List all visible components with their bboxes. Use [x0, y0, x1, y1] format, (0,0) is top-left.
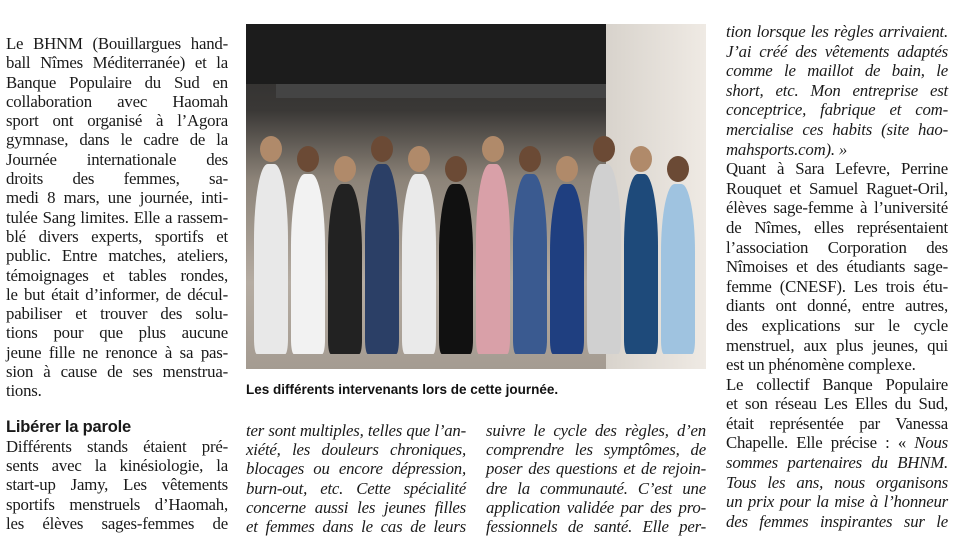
text-line: start-up Jamy, Les vêtements	[6, 475, 228, 495]
text-line: xiété, les douleurs chroniques,	[246, 440, 466, 460]
article-column-4	[726, 22, 948, 531]
text-line: ter sont multiples, telles que l’an-	[246, 421, 466, 440]
text-line: femme (CNESF). Les trois étu-	[726, 276, 948, 296]
photo-caption: Les différents intervenants lors de cette journée.	[246, 382, 559, 397]
person-head	[334, 156, 356, 182]
headline-fragment	[0, 0, 958, 6]
text-line: sommes partenaires du BHNM.	[726, 453, 948, 473]
text-line: ball Nîmes Méditerranée) et la	[6, 53, 228, 73]
text-line: témoignages et tables rondes,	[6, 265, 228, 285]
text-line: sportifs menstruels d’Haomah,	[6, 494, 228, 514]
person-head	[593, 136, 615, 162]
text-line: Nîmoises et des étudiants sage-	[726, 257, 948, 277]
person-head	[519, 146, 541, 172]
text-line: Quant à Sara Lefevre, Perrine	[726, 159, 948, 179]
article-column-3	[486, 421, 706, 536]
text-line: est un phénomène complexe.	[726, 355, 916, 375]
person-figure	[328, 184, 362, 354]
person-head	[667, 156, 689, 182]
text-line: Rouquet et Samuel Raguet-Oril,	[726, 178, 948, 198]
person-figure	[513, 174, 547, 354]
text-line: des explications sur le cycle	[726, 315, 948, 335]
person-figure	[550, 184, 584, 354]
text-line: diants ont donné, entre autres,	[726, 296, 948, 316]
text-line: l’association Corporation des	[726, 237, 948, 257]
person-figure	[439, 184, 473, 354]
text-line: suivre le cycle des règles, d’en	[486, 421, 706, 440]
text-line: sion à cause de ses menstrua-	[6, 362, 228, 382]
text-line	[726, 433, 948, 453]
text-line: tion lorsque les règles arrivaient.	[726, 22, 948, 41]
text-line: Tous les ans, nous organisons	[726, 472, 948, 492]
article-column-2	[246, 421, 466, 536]
text-line: poser des questions et de rejoin-	[486, 459, 706, 479]
person-figure	[365, 164, 399, 354]
text-line: application validée par des pro-	[486, 497, 706, 517]
article-column-1	[6, 34, 228, 533]
person-figure	[587, 164, 621, 354]
person-head	[297, 146, 319, 172]
group-photo	[246, 24, 706, 369]
person-figure	[476, 164, 510, 354]
person-figure	[402, 174, 436, 354]
quote-fragment: Nous	[914, 433, 948, 453]
text-line: sport ont organisé à l’Agora	[6, 111, 228, 131]
text-line: tions pour que plus aucune	[6, 323, 228, 343]
text-line: Journée internationale des	[6, 149, 228, 169]
person-head	[408, 146, 430, 172]
text-line: Le collectif Banque Populaire	[726, 374, 948, 394]
text-line: et son réseau Les Elles du Sud,	[726, 394, 948, 414]
text-line: burn-out, etc. Cette spécialité	[246, 478, 466, 498]
text-line: blé divers experts, sportifs et	[6, 226, 228, 246]
person-head	[556, 156, 578, 182]
text-line: Différents stands étaient pré-	[6, 436, 228, 456]
text-line: le but était d’informer, de décul-	[6, 284, 228, 304]
text-line: conceptrice, fabrique et com-	[726, 100, 948, 120]
text-line: Le BHNM (Bouillargues hand-	[6, 34, 228, 53]
text-fragment: Chapelle. Elle précise : «	[726, 433, 915, 453]
text-line: droits des femmes, sa-	[6, 169, 228, 189]
text-line: jeune fille ne renonce à sa pas-	[6, 342, 228, 362]
text-line: fessionnels de santé. Elle per-	[486, 517, 706, 537]
text-line: dre la communauté. C’est une	[486, 478, 706, 498]
text-line: collaboration avec Haomah	[6, 91, 228, 111]
person-head	[482, 136, 504, 162]
text-line: concerne aussi les jeunes filles	[246, 497, 466, 517]
person-figure	[291, 174, 325, 354]
text-line: medi 8 mars, une journée, inti-	[6, 188, 228, 208]
text-line: Banque Populaire du Sud en	[6, 72, 228, 92]
person-head	[630, 146, 652, 172]
text-line: blocages ou encore dépression,	[246, 459, 466, 479]
text-line: J’ai créé des vêtements adaptés	[726, 41, 948, 61]
section-heading: Libérer la parole	[6, 417, 131, 436]
person-figure	[661, 184, 695, 354]
text-line: comprendre les symptômes, de	[486, 440, 706, 460]
text-line: mahsports.com). »	[726, 139, 848, 159]
person-head	[260, 136, 282, 162]
text-line: short, etc. Mon entreprise est	[726, 80, 948, 100]
text-line: comme le maillot de bain, le	[726, 61, 948, 81]
text-line: mercialise ces habits (site hao-	[726, 119, 948, 139]
text-line: un prix pour la mise à l’honneur	[726, 492, 948, 512]
text-line: tulée Sang limites. Elle a rassem-	[6, 207, 228, 227]
text-line: et femmes dans le cas de leurs	[246, 517, 466, 537]
text-line: pabiliser et trouver des solu-	[6, 304, 228, 324]
text-line: élèves sage-femme à l’université	[726, 198, 948, 218]
person-head	[371, 136, 393, 162]
person-figure	[624, 174, 658, 354]
person-head	[445, 156, 467, 182]
text-line: menstruel, aux plus jeunes, qui	[726, 335, 948, 355]
person-figure	[254, 164, 288, 354]
text-line: les élèves sages-femmes de	[6, 513, 228, 533]
text-line: tions.	[6, 381, 42, 401]
text-line: des femmes inspirantes sur le	[726, 511, 948, 531]
text-line: était représentée par Vanessa	[726, 413, 948, 433]
text-line: sents avec la kinésiologie, la	[6, 455, 228, 475]
text-line: de Nîmes, elles représentaient	[726, 217, 948, 237]
text-line: gymnase, dans le cadre de la	[6, 130, 228, 150]
text-line: public. Entre matches, ateliers,	[6, 246, 228, 266]
